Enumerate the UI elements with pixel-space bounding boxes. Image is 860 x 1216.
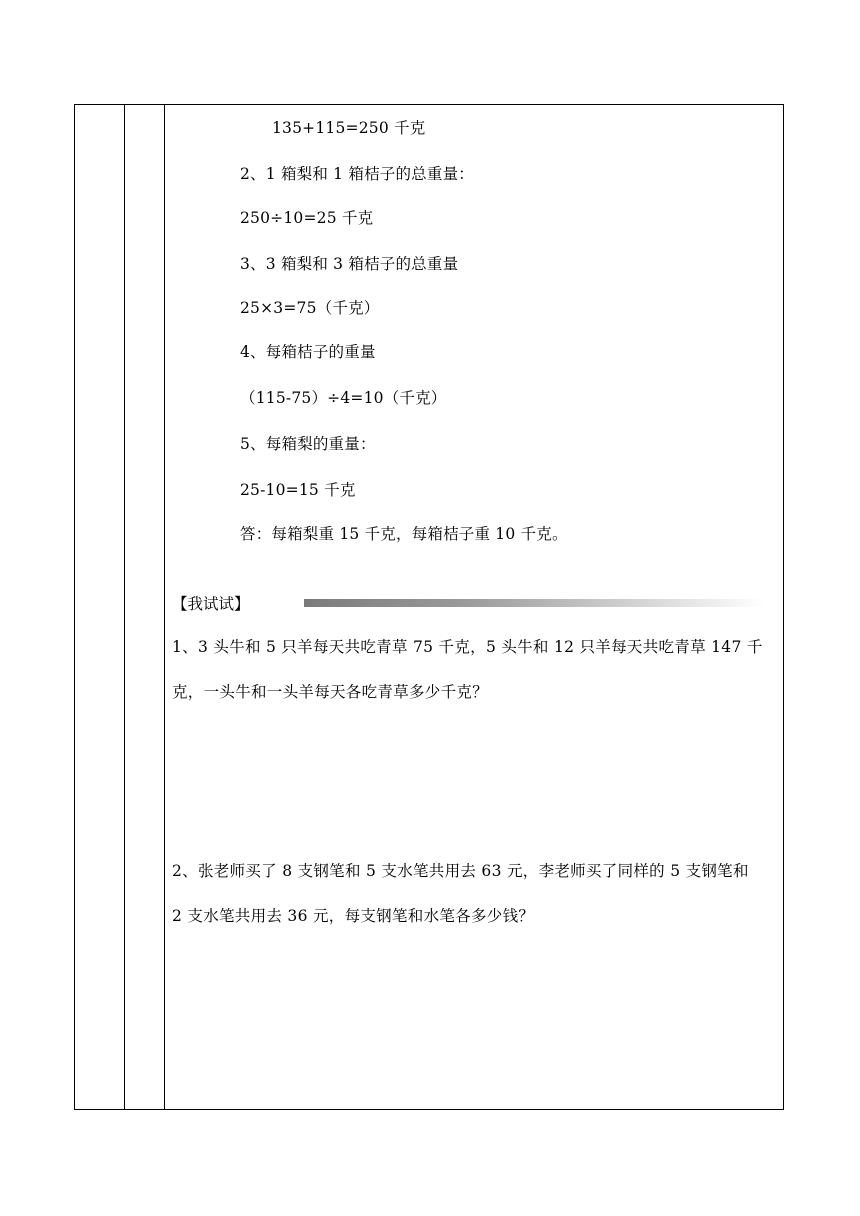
table-column-divider-2 [164, 104, 165, 1110]
table-column-divider-1 [124, 104, 125, 1110]
solution-line-3: 250÷10=25 千克 [240, 209, 374, 227]
question-1-line-1: 1、3 头牛和 5 只羊每天共吃青草 75 千克，5 头牛和 12 只羊每天共吃青草 147 千 [172, 638, 763, 656]
question-1-line-2: 克，一头牛和一头羊每天各吃青草多少千克？ [172, 683, 489, 701]
decorative-gradient-bar [304, 599, 764, 607]
solution-line-7: （115-75）÷4=10（千克） [240, 389, 447, 407]
solution-line-5: 25×3=75（千克） [240, 299, 380, 317]
solution-line-1: 135+115=250 千克 [272, 119, 426, 137]
solution-line-4: 3、3 箱梨和 3 箱桔子的总重量 [240, 255, 459, 273]
solution-line-8: 5、每箱梨的重量： [240, 435, 376, 453]
section-title: 【我试试】 [172, 595, 250, 613]
solution-line-2: 2、1 箱梨和 1 箱桔子的总重量： [240, 165, 474, 183]
question-2-line-1: 2、张老师买了 8 支钢笔和 5 支水笔共用去 63 元，李老师买了同样的 5 支钢笔和 [172, 862, 749, 880]
question-2-line-2: 2 支水笔共用去 36 元，每支钢笔和水笔各多少钱？ [172, 907, 535, 925]
solution-line-9: 25-10=15 千克 [240, 481, 356, 499]
answer-line: 答：每箱梨重 15 千克，每箱桔子重 10 千克。 [240, 525, 568, 543]
solution-line-6: 4、每箱桔子的重量 [240, 343, 376, 361]
